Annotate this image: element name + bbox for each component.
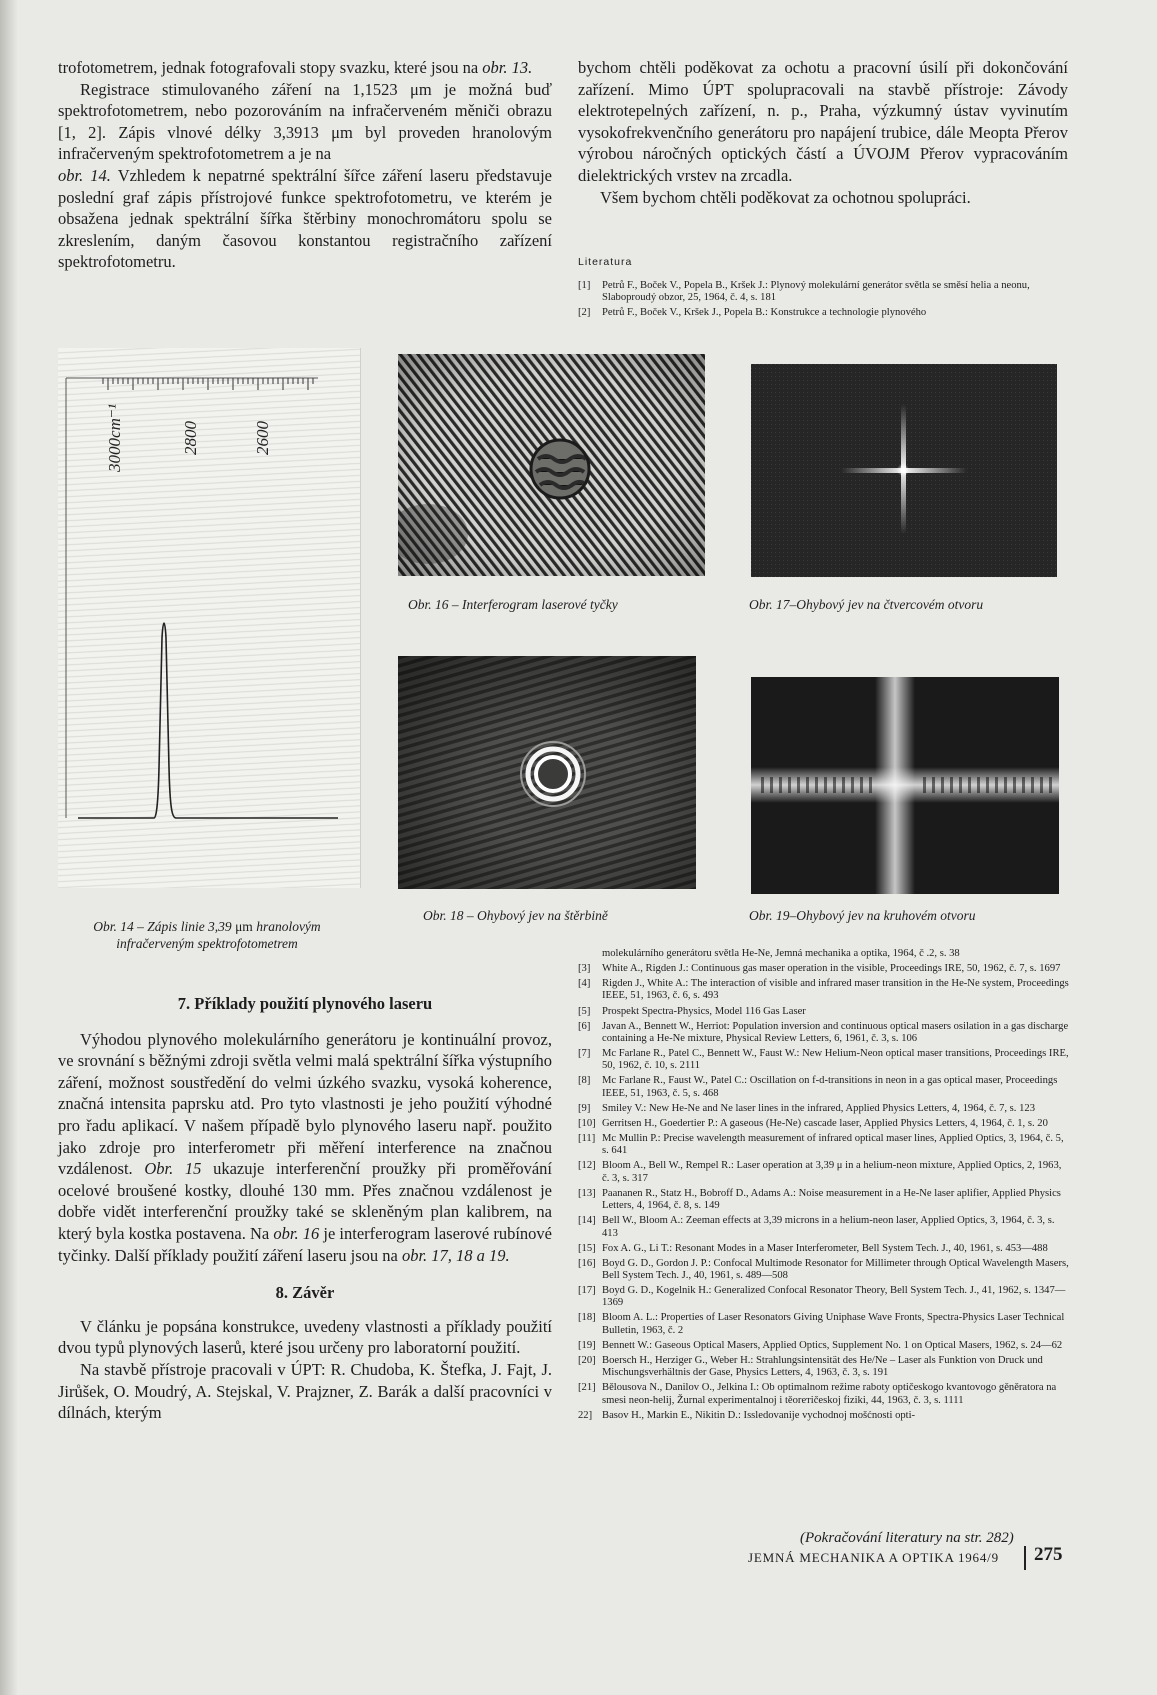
references-bottom — [578, 948, 1070, 1425]
wavenumber-labels — [105, 404, 272, 473]
section-7-heading: 7. Příklady použití plynového laseru — [177, 994, 433, 1013]
reference-item: [2] Petrů F., Boček V., Kršek J., Popela B.: Konstrukce a technologie plynového — [578, 307, 927, 319]
reference-item: [17] Boyd G. D., Kogelnik H.: Generalized Confocal Resonator Theory, Bell System Tech. J., 41, 1962, s. 1347—1369 — [578, 1285, 1066, 1309]
reference-item: [5] Prospekt Spectra-Physics, Model 116 Gas Laser — [578, 1005, 806, 1017]
reference-continuation: molekulárního generátoru světla He-Ne, Jemná mechanika a optika, 1964, č .2, s. 38 — [602, 948, 960, 959]
figure-16-interferogram — [398, 354, 705, 576]
reference-item: [9] Smiley V.: New He-Ne and Ne laser lines in the infrared, Applied Physics Letters, 4, 1964, č. 7, s. 123 — [578, 1102, 1035, 1114]
reference-item: [6] Javan A., Bennett W., Herriot: Population inversion and continuous optical masers osilation in a gas discharge containing a He-Ne mixture, Physical Review Letters, 6, 1961, č. 3, s. 106 — [578, 1020, 1069, 1044]
page-binding-shadow — [0, 0, 18, 1695]
paragraph: trofotometrem, jednak fotografovali stopy svazku, které jsou na obr. 13. — [58, 58, 533, 77]
reference-item: [15] Fox A. G., Li T.: Resonant Modes in a Maser Interferometer, Bell System Tech. J., 40, 1961, s. 453—488 — [578, 1242, 1048, 1254]
right-column-top — [578, 57, 1068, 208]
figure-18-slit — [398, 656, 696, 889]
reference-item: [7] Mc Farlane R., Patel C., Bennett W., Faust W.: New Helium-Neon optical maser transitions, Proceedings IRE, 50, 1962, č. 10, s. 2111 — [578, 1048, 1069, 1072]
figure-17-caption: Obr. 17–Ohybový jev na čtvercovém otvoru — [749, 597, 984, 612]
paragraph: obr. 14. Vzhledem k nepatrné spektrální šířce záření laseru představuje poslední graf zápis přístrojové funkce spektrofotometru, ve kterém je obsažena jednak spektrální šířka štěrbiny monochromátoru spolu se zkreslením, daným časovou konstantou registračního zařízení spektrofotometru. — [58, 165, 552, 272]
figure-18-caption: Obr. 18 – Ohybový jev na štěrbině — [423, 908, 608, 923]
spectrum-chart — [58, 348, 360, 888]
figure-16-caption: Obr. 16 – Interferogram laserové tyčky — [408, 597, 618, 612]
figure-14-caption: Obr. 14 – Zápis linie 3,39 μm hranolovým infračerveným spektrofotometrem — [93, 919, 321, 951]
reference-item: [8] Mc Farlane R., Faust W., Patel C.: Oscillation on f-d-transitions in neon in a gas optical maser, Proceedings IEEE, 51, 1963, č. 5, s. 468 — [578, 1075, 1058, 1099]
section-8-heading: 8. Závěr — [275, 1283, 335, 1303]
reference-item: [20] Boersch H., Herziger G., Weber H.: Strahlungsintensität des He/Ne – Laser als Funktion von Druck und Mischungsverhältnis der Gase, Physics Letters, 4, 1963, č. 3, s. 191 — [578, 1354, 1043, 1379]
paragraph: bychom chtěli poděkovat za ochotu a pracovní úsilí při dokončování zařízení. Mimo ÚPT spolupracovali na stavbě přístroje: Závody elektrotepelných zařízení, n. p., Praha, výzkumný ústav vyvinutím vysokofrekvenčního generátoru pro napájení trubice, dále Meopta Přerov výrobou náročných optických částí a ÚVOJM Přerov vypracováním dielektrických vrstev na zrcadla. — [578, 58, 1068, 185]
reference-item: [12] Bloom A., Bell W., Rempel R.: Laser operation at 3,39 μ in a helium-neon mixture, Applied Optics, 2, 1963, č. 3, s. 317 — [578, 1160, 1062, 1184]
reference-item: [13] Paananen R., Statz H., Bobroff D., Adams A.: Noise measurement in a He-Ne laser aplifier, Applied Physics Letters, 4, 1964, č. 8, s. 149 — [578, 1187, 1061, 1212]
wavenumber-ticks — [103, 378, 313, 390]
figure-19-circular-aperture — [751, 677, 1059, 894]
axis-tick-label: 3000cm⁻¹ — [105, 404, 124, 472]
reference-item: [1] Petrů F., Boček V., Popela B., Kršek J.: Plynový molekulární generátor světla se směsí helia a neonu, Slaboproudý obzor, 25, 1964, č. 4, s. 181 — [578, 280, 1030, 304]
reference-item: [16] Boyd G. D., Gordon J. P.: Confocal Multimode Resonator for Millimeter through Optical Wavelength Masers, Bell System Tech. J., 40, 1961, s. 489—508 — [578, 1257, 1069, 1281]
reference-item: [18] Bloom A. L.: Properties of Laser Resonators Giving Uniphase Wave Fronts, Spectra-Physics Laser Technical Bulletin, 1963, č. 2 — [578, 1312, 1065, 1336]
references-top — [578, 280, 1070, 322]
reference-item: [11] Mc Mullin P.: Precise wavelength measurement of infrared optical maser lines, Applied Optics, 3, 1964, č. 5, s. 641 — [578, 1133, 1064, 1157]
reference-item: [10] Gerritsen H., Goedertier P.: A gaseous (He-Ne) cascade laser, Applied Physics Letters, 4, 1964, č. 1, s. 20 — [578, 1117, 1048, 1129]
footer-divider — [1024, 1546, 1026, 1570]
left-column-bottom — [58, 993, 552, 1424]
journal-footer: JEMNÁ MECHANIKA A OPTIKA 1964/9 — [748, 1550, 999, 1565]
paragraph: Registrace stimulovaného záření na 1,1523 μm je možná buď spektrofotometrem, nebo pozorováním na infračerveném měniči obrazu [1, 2]. Zápis vlnové délky 3,3913 μm byl proveden hranolovým infračerveným spektrofotometrem a je na — [58, 79, 552, 164]
figure-17-square-aperture — [751, 364, 1057, 577]
reference-item: [19] Bennett W.: Gaseous Optical Masers, Applied Optics, Supplement No. 1 on Optical Masers, 1962, s. 24—62 — [578, 1339, 1063, 1351]
figure-19-caption: Obr. 19–Ohybový jev na kruhovém otvoru — [749, 908, 976, 923]
reference-item: [21] Bělousova N., Danilov O., Jelkina I.: Ob optimalnom režime raboty optičeskogo kvantovogo gěněratora na smesi neon-helij, Žurnal experimentalnoj i těorетičeskoj fiziki, 44, 1963, č. 3, s. 1111 — [578, 1382, 1057, 1406]
left-column-top — [58, 57, 552, 273]
axis-tick-label: 2600 — [253, 421, 272, 455]
reference-item: 22] Basov H., Markin E., Nikitin D.: Issledovanije vychodnoj mošćnosti opti- — [578, 1409, 916, 1421]
reference-item: [14] Bell W., Bloom A.: Zeeman effects at 3,39 microns in a helium-neon laser, Applied Optics, 3, 1964, č. 3, s. 413 — [578, 1215, 1055, 1239]
page-number: 275 — [1034, 1544, 1063, 1565]
paragraph: Všem bychom chtěli poděkovat za ochotnou spolupráci. — [600, 187, 971, 207]
axis-tick-label: 2800 — [181, 421, 200, 455]
figure-14-spectrum — [58, 348, 361, 888]
paragraph: Výhodou plynového molekulárního generátoru je kontinuální provoz, ve srovnání s běžnými zdroji světla velmi malá spektrální šířka výstupního záření, možnost soustředění do velmi úzkého svazku, vysoká koherence, značná intensita paprsku atd. Pro tyto vlastnosti je jeho použití výhodné pro řadu aplikací. V našem případě bylo plynového laseru např. použito jako zdroje pro interferometr při měření interference na značnou vzdálenost. Obr. 15 ukazuje interferenční proužky při proměřování ocelové broušené kostky, dlouhé 130 mm. Přes značnou vzdálenost je dobře vidět interferenční proužky také se skleněným plan kalibrem, na který byla kostka postavena. Na obr. 16 je interferogram laserové rubínové tyčinky. Další příklady použití záření laseru jsou na obr. 17, 18 a 19. — [58, 1029, 553, 1265]
reference-item: [3] White A., Rigden J.: Continuous gas maser operation in the visible, Proceedings IRE, 50, 1962, č. 7, s. 1697 — [578, 963, 1061, 975]
references-heading: Literatura — [578, 256, 633, 268]
paragraph: Na stavbě přístroje pracovali v ÚPT: R. Chudoba, K. Štefka, J. Fajt, J. Jirůšek, O. Moudrý, A. Stejskal, V. Prajzner, Z. Barák a další pracovníci v dílnách, kterým — [58, 1359, 552, 1423]
paragraph: V článku je popsána konstrukce, uvedeny vlastnosti a příklady použití dvou typů plynových laserů, které jsou určeny pro laboratorní použití. — [58, 1316, 552, 1358]
spectrum-peak-line — [78, 623, 338, 818]
reference-item: [4] Rigden J., White A.: The interaction of visible and infrared maser transition in the He-Ne system, Proceedings IEEE, 51, 1963, č. 6, s. 493 — [578, 978, 1069, 1002]
continuation-note: (Pokračování literatury na str. 282) — [800, 1530, 1014, 1546]
